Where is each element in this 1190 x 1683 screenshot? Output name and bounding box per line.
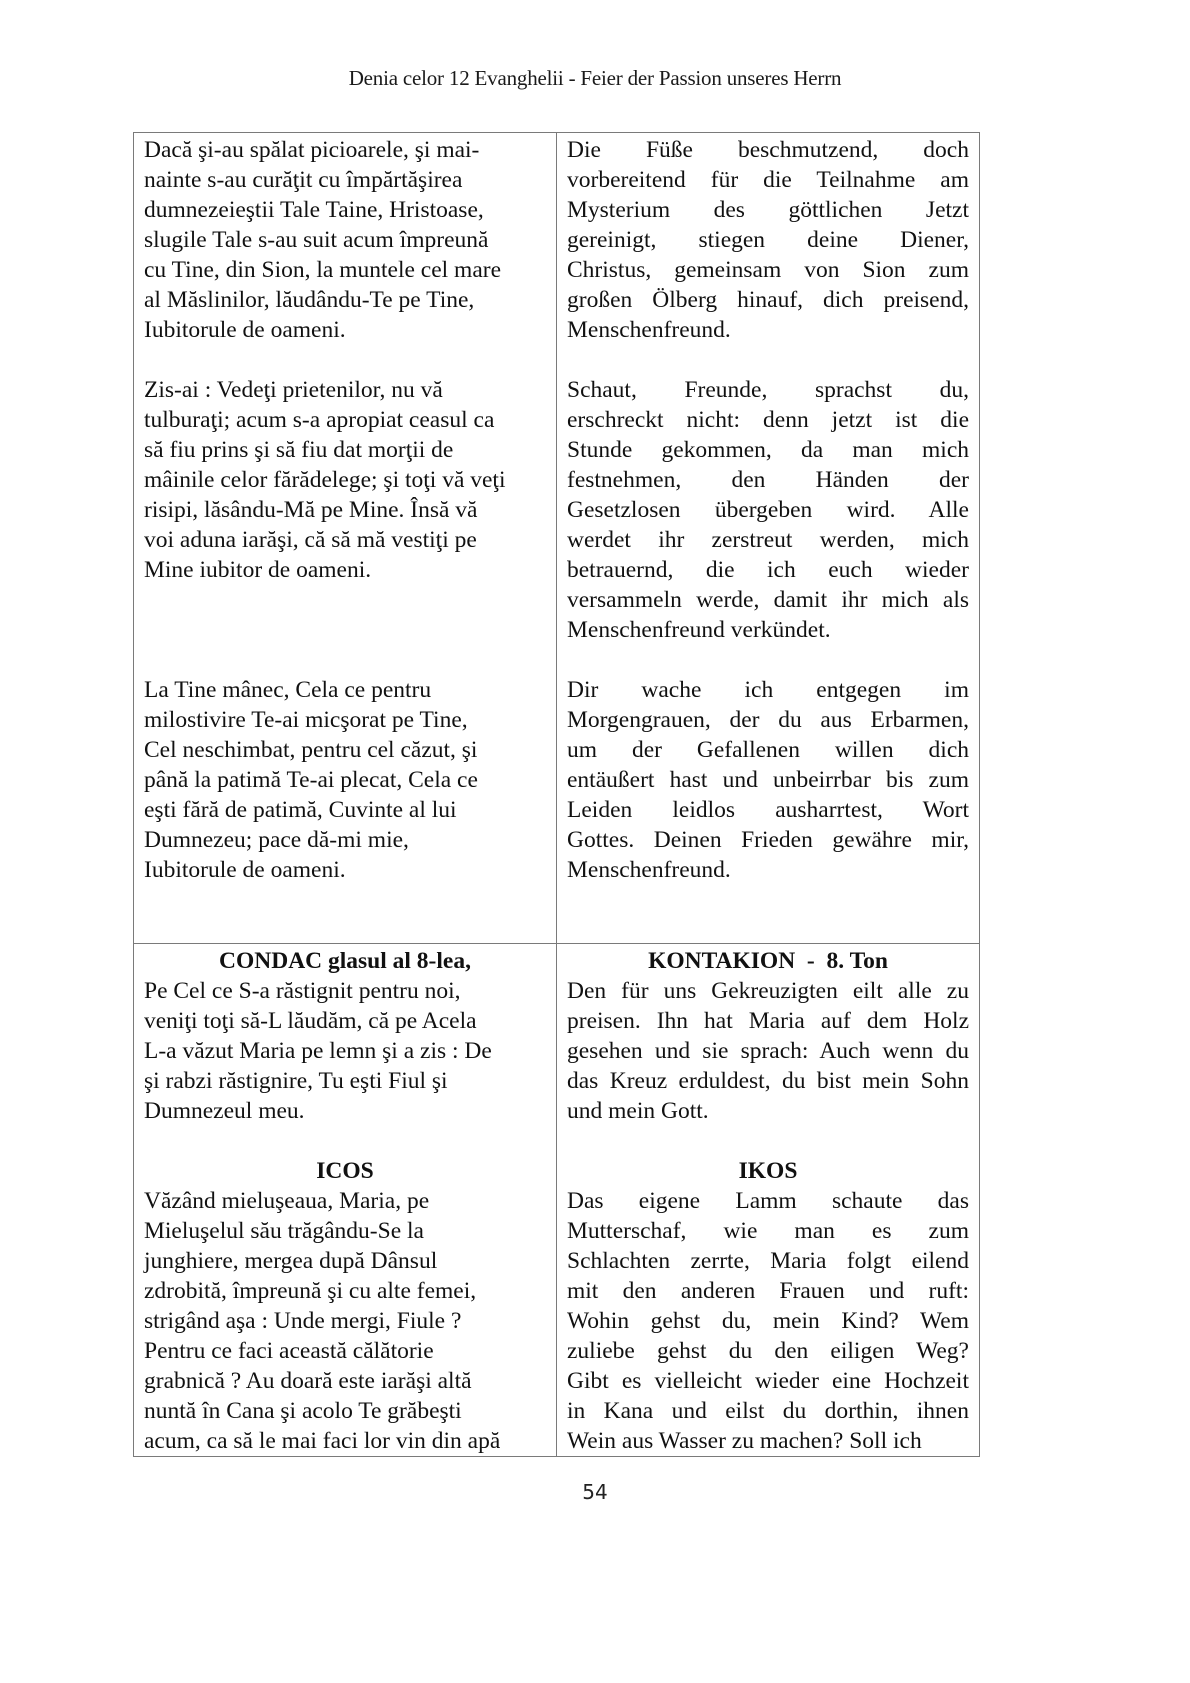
bilingual-table [133, 132, 980, 1457]
text-line: entäußert hast und unbeirrbar bis zum [567, 767, 969, 793]
german-paragraph [567, 375, 969, 645]
text-line: şi rabzi răstignire, Tu eşti Fiul şi [144, 1068, 448, 1094]
text-line: Schaut, Freunde, sprachst du, [567, 377, 969, 403]
german-cell-kontakion [557, 944, 980, 1457]
text-line: Christus, gemeinsam von Sion zum [567, 257, 969, 283]
kontakion-text-de [567, 976, 969, 1126]
kontakion-text-ro [144, 976, 546, 1126]
text-line: Dumnezeu; pace dă-mi mie, [144, 827, 409, 853]
text-line: nuntă în Cana şi acolo Te grăbeşti [144, 1398, 462, 1424]
text-line: Wein aus Wasser zu machen? Soll ich [567, 1428, 922, 1454]
text-line: La Tine mânec, Cela ce pentru [144, 677, 432, 703]
text-line: Pe Cel ce S-a răstignit pentru noi, [144, 978, 461, 1004]
text-line: voi aduna iarăşi, că să mă vestiţi pe [144, 527, 477, 553]
page-number: 54 [582, 1480, 608, 1504]
running-header: Denia celor 12 Evanghelii - Feier der Passion unseres Herrn [348, 66, 842, 90]
text-line: erschreckt nicht: denn jetzt ist die [567, 407, 969, 433]
text-line: werdet ihr zerstreut werden, mich [567, 527, 969, 553]
text-line: und mein Gott. [567, 1098, 709, 1124]
text-line: Gottes. Deinen Frieden gewähre mir, [567, 827, 969, 853]
text-line: in Kana und eilst du dorthin, ihnen [567, 1398, 969, 1424]
text-line: milostivire Te-ai micşorat pe Tine, [144, 707, 468, 733]
text-line: eşti fără de patimă, Cuvinte al lui [144, 797, 457, 823]
table-row [134, 133, 980, 944]
text-line: Mieluşelul său trăgându-Se la [144, 1218, 424, 1244]
text-line: L-a văzut Maria pe lemn şi a zis : De [144, 1038, 492, 1064]
text-line: al Măslinilor, lăudându-Te pe Tine, [144, 287, 475, 313]
text-line: strigând aşa : Unde mergi, Fiule ? [144, 1308, 462, 1334]
romanian-cell-kontakion [134, 944, 557, 1457]
text-line: betrauernd, die ich euch wieder [567, 557, 969, 583]
text-line: Iubitorule de oameni. [144, 317, 346, 343]
text-line: gereinigt, stiegen deine Diener, [567, 227, 969, 253]
text-line: junghiere, mergea după Dânsul [144, 1248, 438, 1274]
text-line: Iubitorule de oameni. [144, 857, 346, 883]
text-line: Mutterschaf, wie man es zum [567, 1218, 969, 1244]
text-line: Mysterium des göttlichen Jetzt [567, 197, 969, 223]
romanian-paragraph [144, 375, 546, 585]
text-line: festnehmen, den Händen der [567, 467, 969, 493]
text-line: Dir wache ich entgegen im [567, 677, 969, 703]
text-line: tulburaţi; acum s-a apropiat ceasul ca [144, 407, 495, 433]
german-paragraph [567, 135, 969, 345]
text-line: Menschenfreund. [567, 857, 731, 883]
text-line: versammeln werde, damit ihr mich als [567, 587, 969, 613]
text-line: Menschenfreund. [567, 317, 731, 343]
text-line: veniţi toţi să-L lăudăm, că pe Acela [144, 1008, 477, 1034]
text-line: Dacă şi-au spălat picioarele, şi mai- [144, 137, 480, 163]
text-line: mâinile celor fărădelege; şi toţi vă veţi [144, 467, 506, 493]
romanian-cell-troparia [134, 133, 557, 944]
text-line: mit den anderen Frauen und ruft: [567, 1278, 969, 1304]
ikos-text-ro [144, 1186, 546, 1456]
text-line: Văzând mieluşeaua, Maria, pe [144, 1188, 430, 1214]
text-line: acum, ca să le mai faci lor vin din apă [144, 1428, 501, 1454]
text-line: zuliebe gehst du den eiligen Weg? [567, 1338, 969, 1364]
kontakion-title-de: KONTAKION - 8. Ton [648, 948, 888, 974]
text-line: zdrobită, împreună şi cu alte femei, [144, 1278, 477, 1304]
text-line: cu Tine, din Sion, la muntele cel mare [144, 257, 502, 283]
text-line: Den für uns Gekreuzigten eilt alle zu [567, 978, 969, 1004]
text-line: Gibt es vielleicht wieder eine Hochzeit [567, 1368, 969, 1394]
text-line: risipi, lăsându-Mă pe Mine. Însă vă [144, 497, 478, 523]
text-line: Pentru ce faci această călătorie [144, 1338, 434, 1364]
text-line: vorbereitend für die Teilnahme am [567, 167, 969, 193]
german-paragraph [567, 675, 969, 885]
text-line: Gesetzlosen übergeben wird. Alle [567, 497, 969, 523]
text-line: gesehen und sie sprach: Auch wenn du [567, 1038, 969, 1064]
text-line: Die Füße beschmutzend, doch [567, 137, 969, 163]
text-line: nainte s-au curăţit cu împărtăşirea [144, 167, 463, 193]
table-row [134, 944, 980, 1457]
text-line: das Kreuz erduldest, du bist mein Sohn [567, 1068, 969, 1094]
text-line: Mine iubitor de oameni. [144, 557, 372, 583]
ikos-title-de: IKOS [738, 1158, 798, 1184]
text-line: grabnică ? Au doară este iarăşi altă [144, 1368, 472, 1394]
text-line: Menschenfreund verkündet. [567, 617, 831, 643]
text-line: Leiden leidlos ausharrtest, Wort [567, 797, 969, 823]
text-line: până la patimă Te-ai plecat, Cela ce [144, 767, 478, 793]
text-line: Morgengrauen, der du aus Erbarmen, [567, 707, 969, 733]
text-line: slugile Tale s-au suit acum împreună [144, 227, 489, 253]
romanian-paragraph [144, 675, 546, 885]
romanian-paragraph [144, 135, 546, 345]
ikos-title-ro: ICOS [316, 1158, 374, 1184]
text-line: preisen. Ihn hat Maria auf dem Holz [567, 1008, 969, 1034]
text-line: Dumnezeul meu. [144, 1098, 305, 1124]
text-line: Schlachten zerrte, Maria folgt eilend [567, 1248, 969, 1274]
text-line: Das eigene Lamm schaute das [567, 1188, 969, 1214]
ikos-text-de [567, 1186, 969, 1456]
text-line: să fiu prins şi să fiu dat morţii de [144, 437, 454, 463]
kontakion-title-ro: CONDAC glasul al 8-lea, [219, 948, 471, 974]
text-line: großen Ölberg hinauf, dich preisend, [567, 287, 969, 313]
text-line: Stunde gekommen, da man mich [567, 437, 969, 463]
text-line: Zis-ai : Vedeţi prietenilor, nu vă [144, 377, 443, 403]
german-cell-troparia [557, 133, 980, 944]
text-line: um der Gefallenen willen dich [567, 737, 969, 763]
text-line: Wohin gehst du, mein Kind? Wem [567, 1308, 969, 1334]
text-line: dumnezeieştii Tale Taine, Hristoase, [144, 197, 484, 223]
text-line: Cel neschimbat, pentru cel căzut, şi [144, 737, 478, 763]
